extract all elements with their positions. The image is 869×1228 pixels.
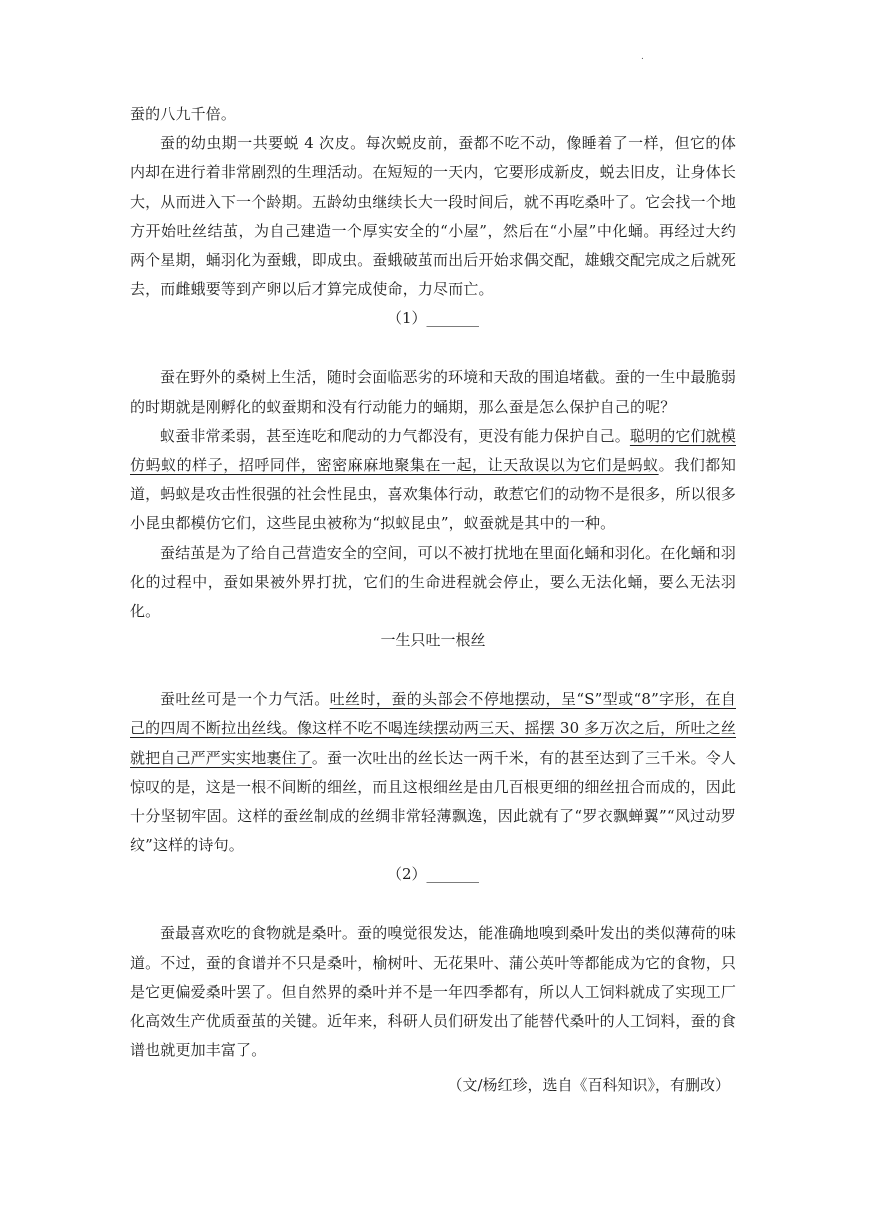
section-heading-silk: 一生只吐一根丝 [380, 631, 486, 650]
paragraph-text: 。蚕一次吐出的丝长达一两千米，有的甚至达到了三千米。令人惊叹的是，这是一根不间断的细丝，而且这根细丝是由几百根更细的细丝扭合而成的，因此十分坚韧牢固。这样的蚕丝制成的丝绸非常轻薄飘逸，因此就有了“罗衣飘蝉翼”“风过动罗纹”这样的诗句。 [130, 748, 737, 855]
section-heading-blank-2: （2）_______ [386, 865, 480, 884]
underlined-sentence: 吐丝时，蚕的头部会不停地摆动，呈“S”型或“8”字形，在自己的四周不断拉出丝线。像这样不吃不喝连续摆动两三天、摇摆 30 多万次之后，所吐之丝就把自己严严实实地裹住了 [130, 690, 736, 767]
paragraph-threats: 蚕在野外的桑树上生活，随时会面临恶劣的环境和天敌的围追堵截。蚕的一生中最脆弱的时期就是刚孵化的蚁蚕期和没有行动能力的蛹期，那么蚕是怎么保护自己的呢？ [130, 368, 736, 416]
paragraph-text: 蚁蚕非常柔弱，甚至连吃和爬动的力气都没有，更没有能力保护自己。 [160, 426, 630, 445]
header-dot: . [641, 52, 644, 62]
paragraph-cocoon: 蚕结茧是为了给自己营造安全的空间，可以不被打扰地在里面化蛹和羽化。在化蛹和羽化的过程中，蚕如果被外界打扰，它们的生命进程就会停止，要么无法化蛹，要么无法羽化。 [130, 543, 736, 621]
section-heading-blank-1: （1）_______ [386, 309, 480, 328]
paragraph-molting: 蚕的幼虫期一共要蜕 4 次皮。每次蜕皮前，蚕都不吃不动，像睡着了一样，但它的体内却在进行着非常剧烈的生理活动。在短短的一天内，它要形成新皮，蜕去旧皮，让身体长大，从而进入下一个龄期。五龄幼虫继续长大一段时间后，就不再吃桑叶了。它会找一个地方开始吐丝结茧，为自己建造一个厚实安全的“小屋”，然后在“小屋”中化蛹。再经过大约两个星期，蛹羽化为蚕蛾，即成虫。蚕蛾破茧而出后开始求偶交配，雄蛾交配完成之后就死去，而雌蛾要等到产卵以后才算完成使命，力尽而亡。 [130, 134, 737, 299]
source-citation: （文/杨红珍，选自《百科知识》，有删改） [447, 1076, 730, 1095]
spacer [130, 655, 736, 685]
spacer [130, 889, 736, 919]
paragraph-diet: 蚕最喜欢吃的食物就是桑叶。蚕的嗅觉很发达，能准确地嗅到桑叶发出的类似薄荷的味道。不过，蚕的食谱并不只是桑叶，榆树叶、无花果叶、蒲公英叶等都能成为它的食物，只是它更偏爱桑叶罢了。但自然界的桑叶并不是一年四季都有，所以人工饲料就成了实现工厂化高效生产优质蚕茧的关键。近年来，科研人员们研发出了能替代桑叶的人工饲料，蚕的食谱也就更加丰富了。 [130, 924, 737, 1060]
paragraph-text: 。我们都知道，蚂蚁是攻击性很强的社会性昆虫，喜欢集体行动，敢惹它们的动物不是很多，所以很多小昆虫都模仿它们，这些昆虫被称为“拟蚁昆虫”，蚁蚕就是其中的一种。 [130, 456, 737, 533]
paragraph-text: 蚕吐丝可是一个力气活。 [160, 690, 330, 709]
paragraph-continuation: 蚕的八九千倍。 [130, 105, 237, 123]
spacer [130, 333, 736, 363]
underlined-sentence: 聪明的它们就模仿蚂蚁的样子，招呼同伴，密密麻麻地聚集在一起，让天敌误以为它们是蚂蚁 [130, 426, 736, 475]
paragraph-ant-mimicry [130, 422, 736, 539]
article-body [130, 100, 736, 1100]
paragraph-spinning [130, 685, 736, 860]
